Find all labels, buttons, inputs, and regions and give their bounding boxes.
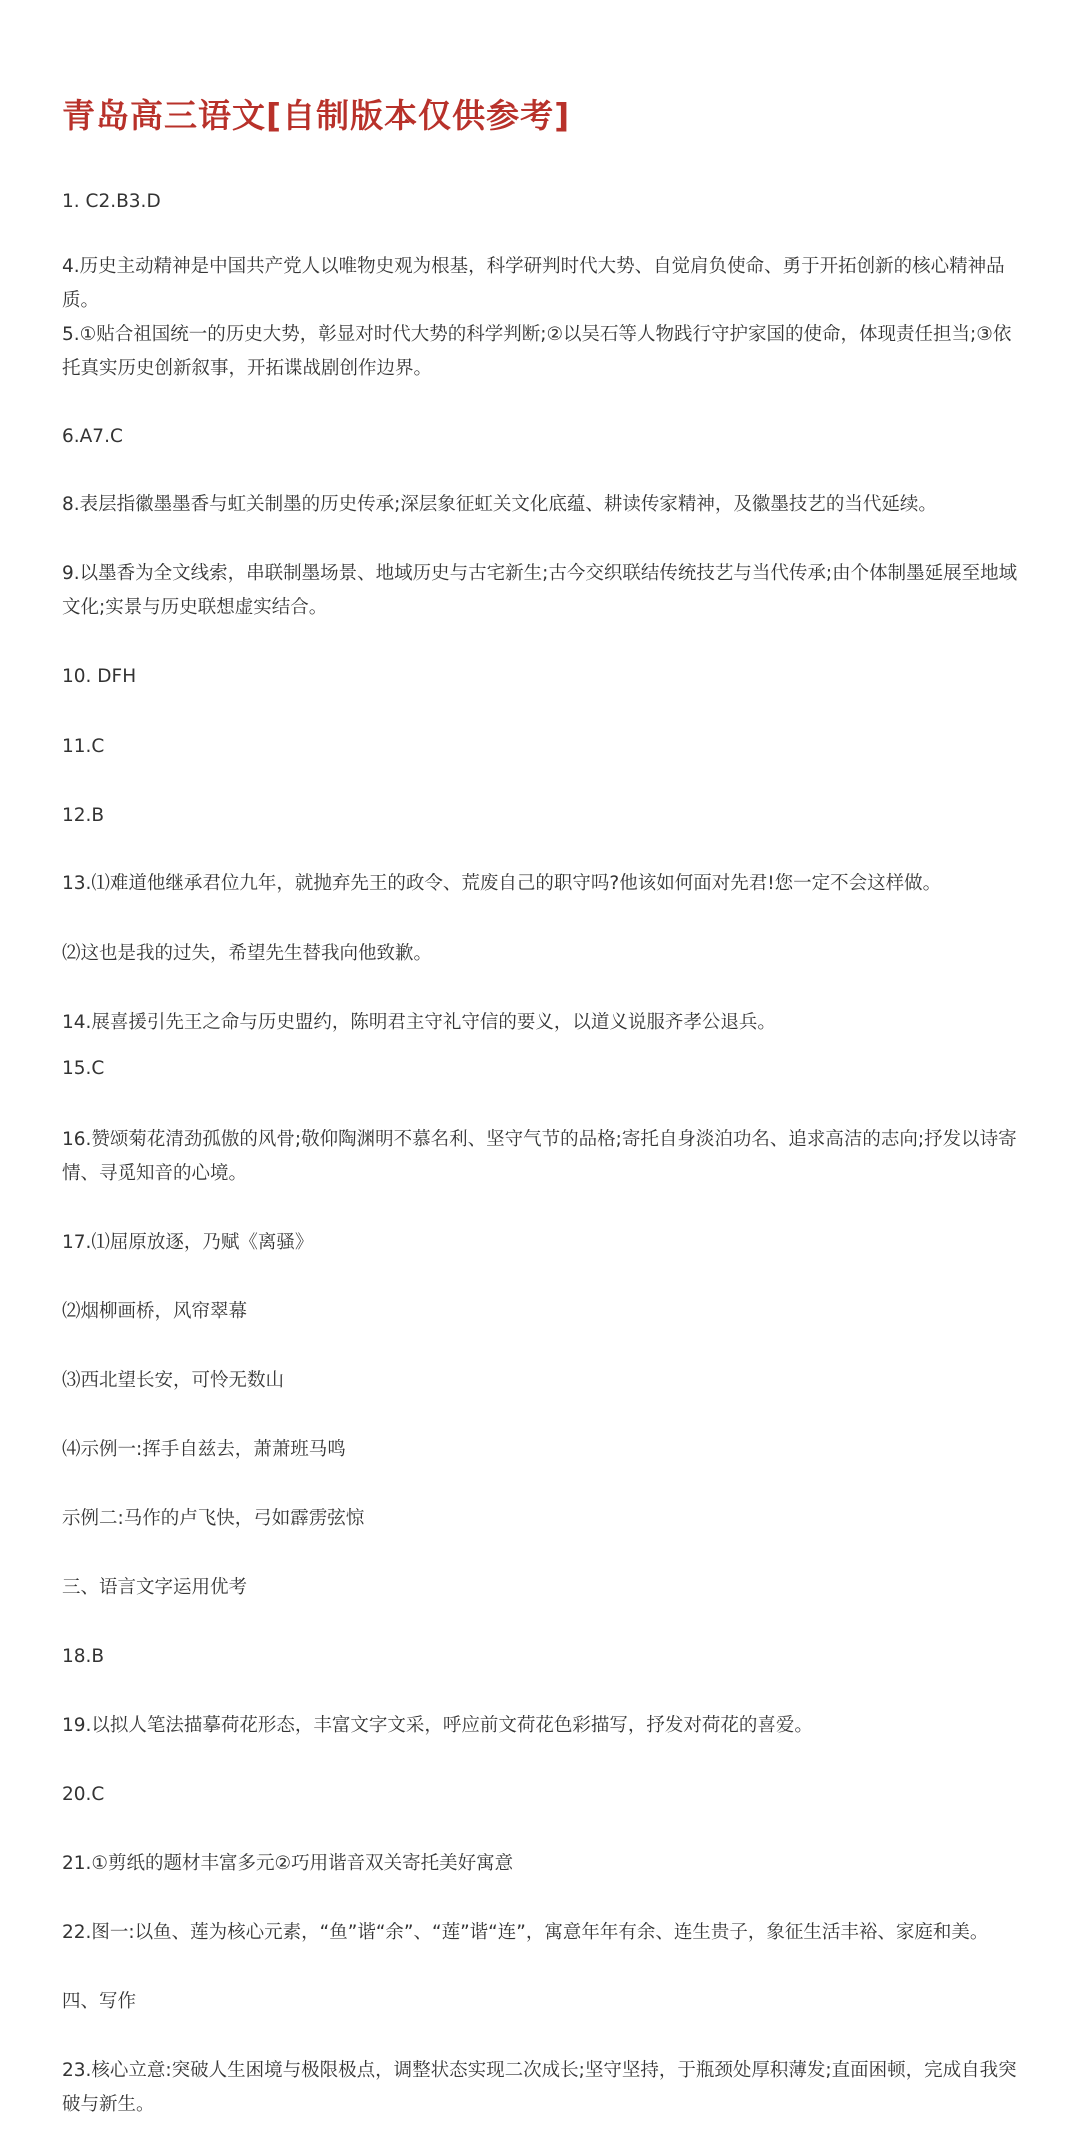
answer-20: 20.C (62, 1784, 105, 1805)
answer-12: 12.B (62, 805, 105, 826)
answer-4: 4.历史主动精神是中国共产党人以唯物史观为根基，科学研判时代大势、自觉肩负使命、勇于开拓创新的核心精神品质。 (62, 256, 1005, 311)
answer-14: 14.展喜援引先王之命与历史盟约，陈明君主守礼守信的要义，以道义说服齐孝公退兵。 (62, 1012, 776, 1033)
answer-line-6-7: 6.A7.C (62, 426, 123, 447)
section-heading-writing: 四、写作 (62, 1991, 137, 2012)
answer-17-1: 17.⑴屈原放逐，乃赋《离骚》 (62, 1232, 314, 1253)
answer-15: 15.C (62, 1058, 105, 1079)
answer-17-2: ⑵烟柳画桥，风帘翠幕 (62, 1301, 248, 1322)
answer-9: 9.以墨香为全文线索，串联制墨场景、地域历史与古宅新生;古今交织联结传统技艺与当代传承;由个体制墨延展至地域文化;实景与历史联想虚实结合。 (62, 563, 1018, 618)
answer-17-4-example-1: ⑷示例一:挥手自兹去，萧萧班马鸣 (62, 1439, 346, 1460)
answer-22: 22.图一:以鱼、莲为核心元素，“鱼”谐“余”、“莲”谐“连”，寓意年年有余、连生贵子，象征生活丰裕、家庭和美。 (62, 1922, 989, 1943)
answer-19: 19.以拟人笔法描摹荷花形态，丰富文字文采，呼应前文荷花色彩描写，抒发对荷花的喜爱。 (62, 1715, 813, 1736)
answer-11: 11.C (62, 736, 105, 757)
document-title: 青岛高三语文[自制版本仅供参考] (62, 96, 571, 135)
section-heading-language: 三、语言文字运用优考 (62, 1577, 248, 1598)
answer-5: 5.①贴合祖国统一的历史大势，彰显对时代大势的科学判断;②以吴石等人物践行守护家国的使命，体现责任担当;③依托真实历史创新叙事，开拓谍战剧创作边界。 (62, 324, 1012, 379)
answer-21: 21.①剪纸的题材丰富多元②巧用谐音双关寄托美好寓意 (62, 1853, 514, 1874)
answer-10: 10. DFH (62, 666, 137, 687)
answer-17-4-example-2: 示例二:马作的卢飞快，弓如霹雳弦惊 (62, 1508, 365, 1529)
answer-8: 8.表层指徽墨墨香与虹关制墨的历史传承;深层象征虹关文化底蕴、耕读传家精神，及徽墨技艺的当代延续。 (62, 494, 937, 515)
answer-13-1: 13.⑴难道他继承君位九年，就抛弃先王的政令、荒废自己的职守吗?他该如何面对先君!您一定不会这样做。 (62, 873, 942, 894)
answer-line-1-3: 1. C2.B3.D (62, 191, 161, 212)
answer-13-2: ⑵这也是我的过失，希望先生替我向他致歉。 (62, 943, 433, 964)
answer-17-3: ⑶西北望长安，可怜无数山 (62, 1370, 285, 1391)
answer-18: 18.B (62, 1646, 105, 1667)
answer-23: 23.核心立意:突破人生困境与极限极点，调整状态实现二次成长;坚守坚持，于瓶颈处厚积薄发;直面困顿，完成自我突破与新生。 (62, 2060, 1017, 2115)
answer-16: 16.赞颂菊花清劲孤傲的风骨;敬仰陶渊明不慕名利、坚守气节的品格;寄托自身淡泊功名、追求高洁的志向;抒发以诗寄情、寻觅知音的心境。 (62, 1129, 1017, 1184)
